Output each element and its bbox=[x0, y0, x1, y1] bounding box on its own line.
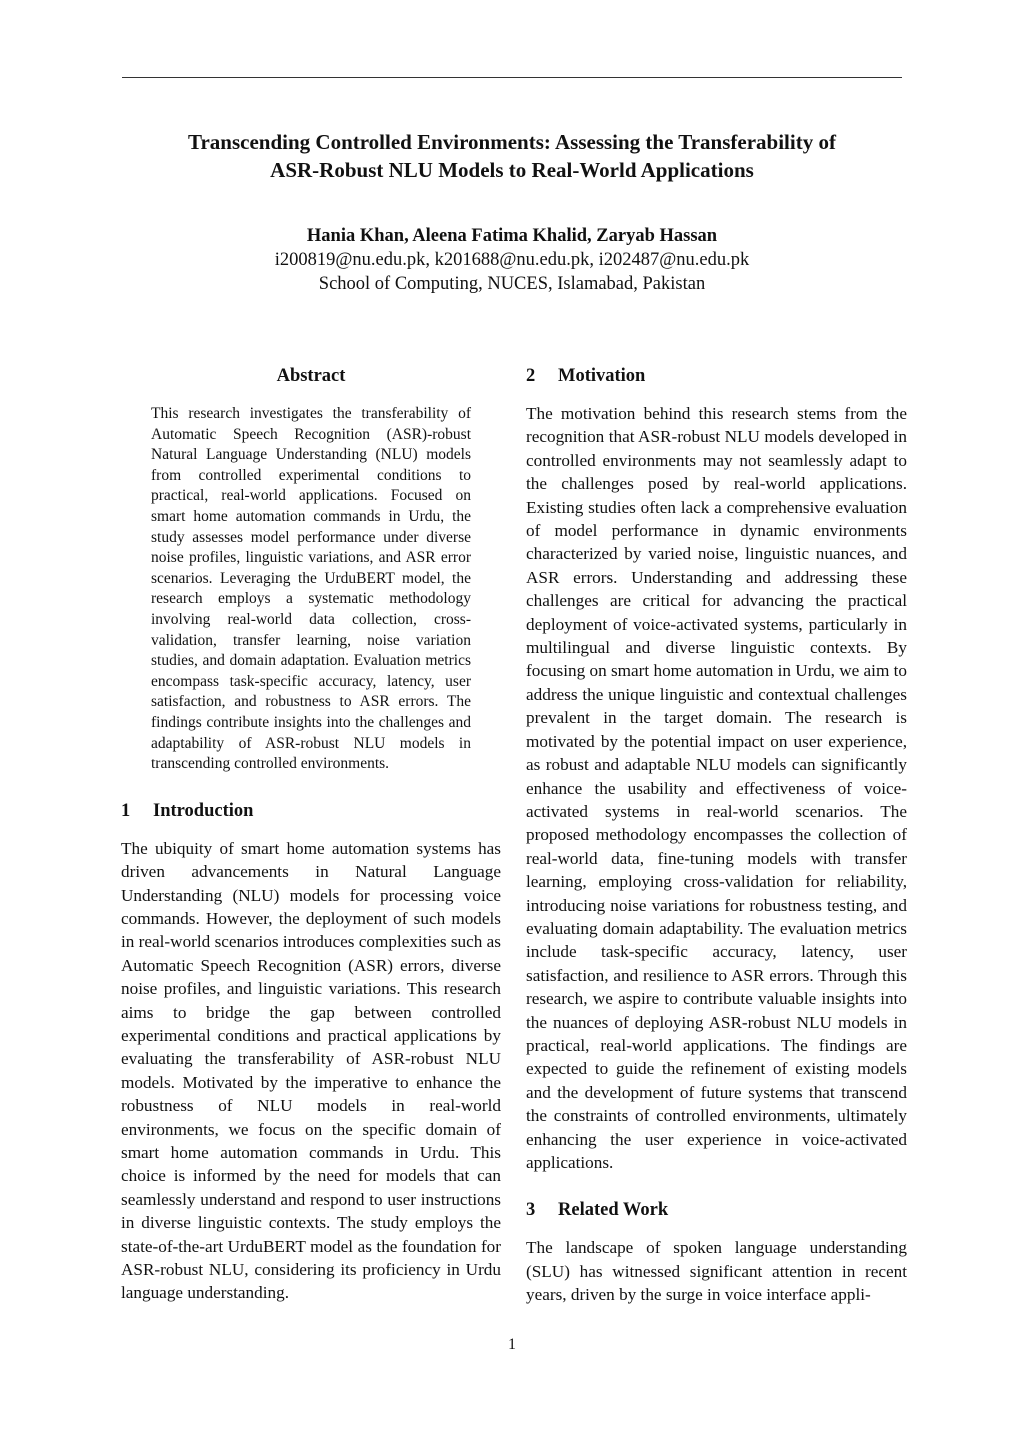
title-line-1: Transcending Controlled Environments: Assessing the Transferability of bbox=[188, 130, 836, 154]
motivation-heading bbox=[526, 364, 907, 388]
introduction-number: 1 bbox=[121, 800, 131, 821]
left-column bbox=[121, 362, 501, 1305]
author-affiliation: School of Computing, NUCES, Islamabad, Pakistan bbox=[318, 274, 706, 294]
introduction-heading bbox=[121, 799, 501, 823]
abstract-heading: Abstract bbox=[276, 366, 346, 386]
top-rule bbox=[122, 77, 902, 78]
motivation-text: The motivation behind this research stems from the recognition that ASR-robust NLU models developed in controlled environments may not seamlessly adapt to the challenges posed by real-world applications. Existing studies often lack a comprehensive evaluation of model performance in dynamic environments characterized by varied noise, linguistic nuances, and ASR errors. Understanding and addressing these challenges are critical for advancing the practical deployment of voice-activated systems, particularly in multilingual and diverse linguistic contexts. By focusing on smart home automation in Urdu, we aim to address the unique linguistic and contextual challenges prevalent in the target domain. The research is motivated by the potential impact on user experience, as robust and adaptable NLU models can significantly enhance the usability and effectiveness of voice-activated systems in real-world scenarios. The proposed methodology encompasses the collection of real-world data, fine-tuning models with transfer learning, employing cross-validation for reliability, introducing noise variations for robustness testing, and evaluating domain adaptability. The evaluation metrics include task-specific accuracy, latency, user satisfaction, and resilience to ASR errors. Through this research, we aspire to contribute valuable insights into the nuances of deploying ASR-robust NLU models in practical, real-world applications. The findings are expected to guide the refinement of existing models and the development of future systems that transcend the constraints of controlled environments, ultimately enhancing the user experience in voice-activated applications. bbox=[526, 404, 907, 1172]
motivation-title: Motivation bbox=[558, 366, 646, 386]
abstract-text: This research investigates the transferability of Automatic Speech Recognition (ASR)-robust Natural Language Understanding (NLU) models from controlled experimental conditions to practical, real-world applications. Focused on smart home automation commands in Urdu, the study assesses model performance under diverse noise profiles, linguistic variations, and ASR error scenarios. Leveraging the UrduBERT model, the research employs a systematic methodology involving real-world data collection, cross-validation, transfer learning, noise variation studies, and domain adaptation. Evaluation metrics encompass task-specific accuracy, latency, user satisfaction, and robustness to ASR errors. The findings contribute insights into the challenges and adaptability of ASR-robust NLU models in transcending controlled environments. bbox=[151, 405, 471, 773]
related-work-title: Related Work bbox=[558, 1200, 669, 1221]
author-emails: i200819@nu.edu.pk, k201688@nu.edu.pk, i202487@nu.edu.pk bbox=[274, 250, 750, 270]
related-work-text: The landscape of spoken language understanding (SLU) has witnessed significant attention in recent years, driven by the surge in voice interface appli- bbox=[526, 1238, 907, 1305]
title-line-2: ASR-Robust NLU Models to Real-World Applications bbox=[270, 158, 754, 182]
author-names: Hania Khan, Aleena Fatima Khalid, Zaryab Hassan bbox=[306, 226, 718, 246]
paper-title bbox=[112, 128, 912, 184]
introduction-title: Introduction bbox=[153, 800, 254, 821]
author-block bbox=[112, 224, 912, 296]
related-work-number: 3 bbox=[526, 1200, 536, 1221]
related-work-heading bbox=[526, 1198, 907, 1222]
page-number: 1 bbox=[508, 1336, 516, 1353]
introduction-text: The ubiquity of smart home automation systems has driven advancements in Natural Language Understanding (NLU) models for processing voice commands. However, the deployment of such models in real-world scenarios introduces complexities such as Automatic Speech Recognition (ASR) errors, diverse noise profiles, and linguistic variations. This research aims to bridge the gap between controlled experimental conditions and practical applications by evaluating the transferability of ASR-robust NLU models. Motivated by the imperative to enhance the robustness of NLU models in real-world environments, we focus on the specific domain of smart home automation commands in Urdu. This choice is informed by the need for models that can seamlessly understand and respond to user instructions in diverse linguistic contexts. The study employs the state-of-the-art UrduBERT model as the foundation for ASR-robust NLU, considering its proficiency in Urdu language understanding. bbox=[121, 838, 501, 1303]
right-column bbox=[526, 362, 907, 1307]
motivation-number: 2 bbox=[526, 366, 536, 386]
